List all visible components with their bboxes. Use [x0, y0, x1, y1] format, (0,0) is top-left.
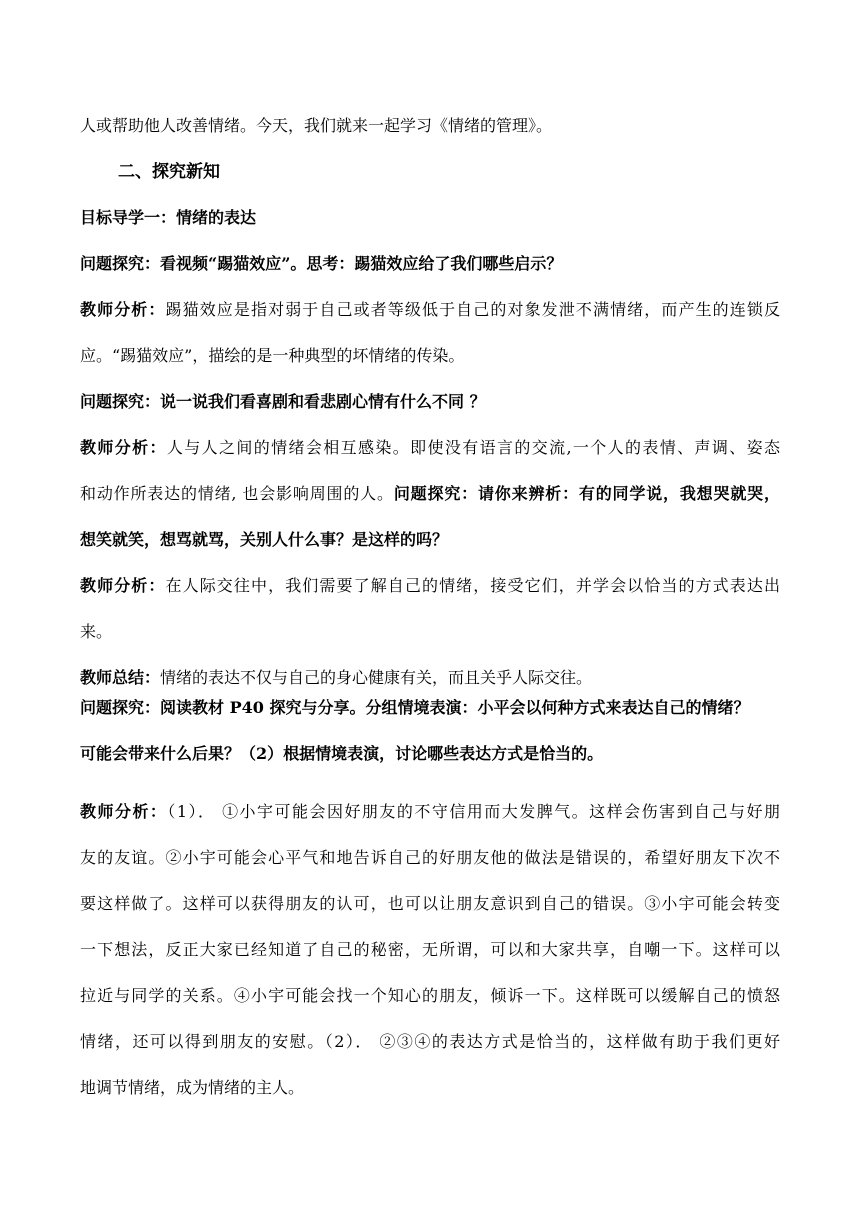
analysis-2-line-1: 教师分析：人与人之间的情绪会相互感染。即使没有语言的交流,一个人的表情、声调、姿态	[80, 438, 780, 457]
teacher-summary: 教师总结：情绪的表达不仅与自己的身心健康有关，而且关乎人际交往。	[80, 668, 593, 687]
analysis-4-line-5: 拉近与同学的关系。④小宇可能会找一个知心的朋友，倾诉一下。这样既可以缓解自己的愤怒	[80, 986, 780, 1005]
question-4-line-1: 问题探究：阅读教材 P40 探究与分享。分组情境表演：小平会以何种方式来表达自己的情绪？	[80, 698, 750, 717]
analysis-3-line-2: 来。	[80, 622, 113, 641]
intro-line: 人或帮助他人改善情绪。今天，我们就来一起学习《情绪的管理》。	[80, 116, 553, 135]
analysis-1-line-1: 教师分析：踢猫效应是指对弱于自己或者等级低于自己的对象发泄不满情绪，而产生的连锁反	[80, 300, 780, 319]
analysis-4-line-6: 情绪，还可以得到朋友的安慰。（2）． ②③④的表达方式是恰当的，这样做有助于我们更好	[80, 1032, 780, 1051]
analysis-1-line-2: 应。“踢猫效应”，描绘的是一种典型的坏情绪的传染。	[80, 346, 465, 365]
question-3-end: 想笑就笑，想骂就骂，关别人什么事？是这样的吗？	[80, 530, 449, 549]
analysis-4-line-2: 友的友谊。②小宇可能会心平气和地告诉自己的好朋友他的做法是错误的，希望好朋友下次不	[80, 848, 780, 867]
analysis-4-line-4: 一下想法，反正大家已经知道了自己的秘密，无所谓，可以和大家共享，自嘲一下。这样可以	[80, 940, 780, 959]
goal-heading: 目标导学一：情绪的表达	[80, 208, 257, 227]
question-2: 问题探究：说一说我们看喜剧和看悲剧心情有什么不同 ？	[80, 392, 486, 411]
analysis-label: 教师分析：	[80, 576, 166, 595]
analysis-4-line-3: 要这样做了。这样可以获得朋友的认可，也可以让朋友意识到自己的错误。③小宇可能会转变	[80, 894, 780, 913]
analysis-label: 教师分析：	[80, 438, 167, 457]
analysis-3-line-1: 教师分析：在人际交往中，我们需要了解自己的情绪，接受它们，并学会以恰当的方式表达出	[80, 576, 780, 595]
analysis-4-line-7: 地调节情绪，成为情绪的主人。	[80, 1078, 305, 1097]
question-4-line-2: 可能会带来什么后果？（2）根据情境表演，讨论哪些表达方式是恰当的。	[80, 744, 604, 763]
analysis-label: 教师分析：	[80, 802, 168, 821]
analysis-label: 教师分析：	[80, 300, 166, 319]
question-1: 问题探究：看视频“踢猫效应”。思考：踢猫效应给了我们哪些启示？	[80, 254, 563, 273]
analysis-2-line-2: 和动作所表达的情绪, 也会影响周围的人。问题探究：请你来辨析：有的同学说，我想哭就哭，	[80, 484, 780, 503]
summary-label: 教师总结：	[80, 668, 161, 687]
section-heading: 二、探究新知	[118, 162, 220, 182]
question-3-start: 问题探究：请你来辨析：有的同学说，我想哭就哭，	[393, 484, 780, 503]
analysis-4-line-1: 教师分析：（1）． ①小宇可能会因好朋友的不守信用而大发脾气。这样会伤害到自己与好朋	[80, 802, 780, 821]
